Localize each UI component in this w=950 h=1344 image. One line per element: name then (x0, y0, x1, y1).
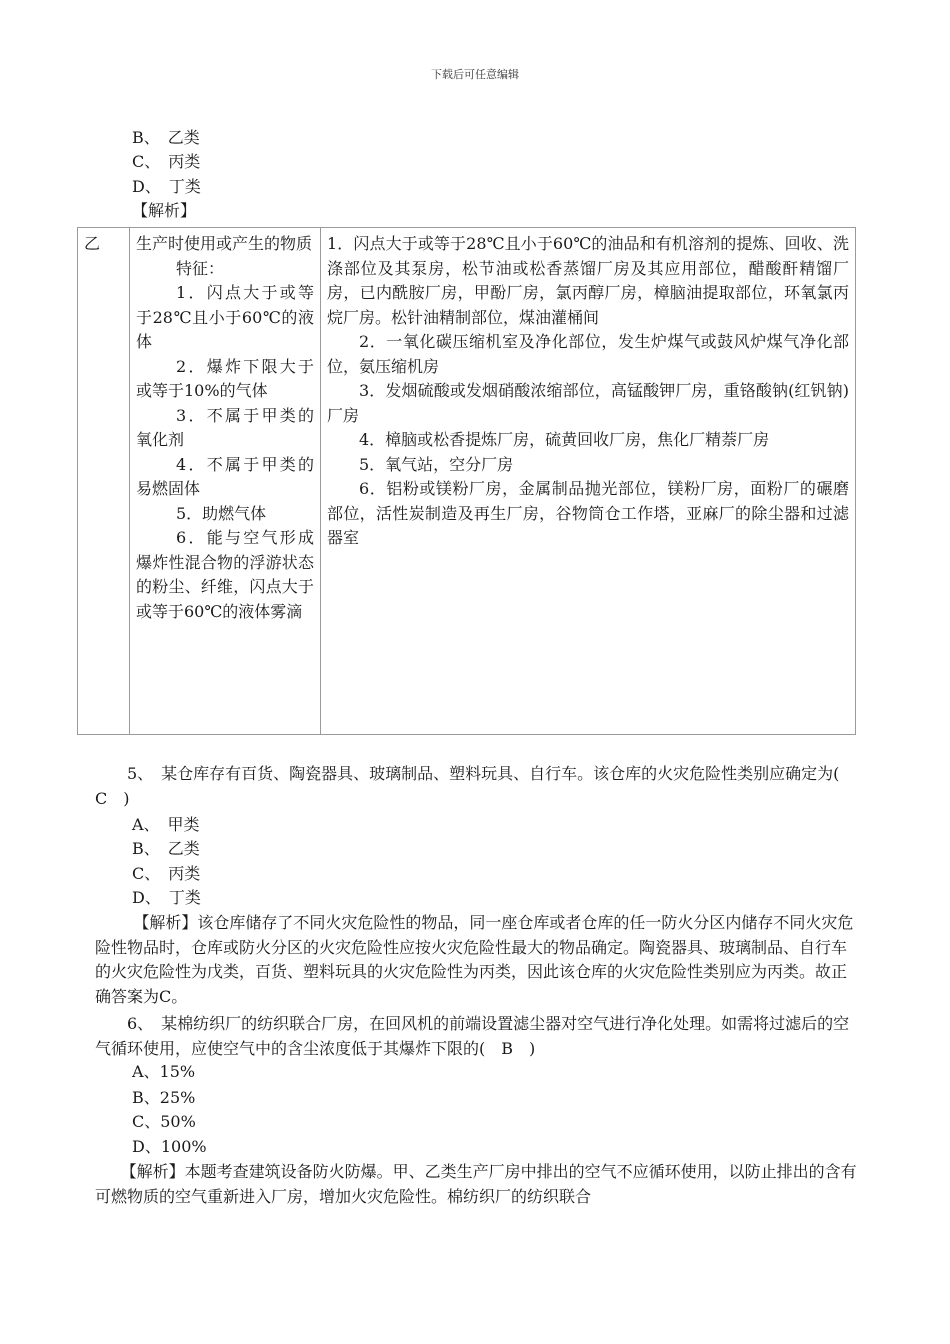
q6-analysis: 【解析】本题考查建筑设备防火防爆。甲、乙类生产厂房中排出的空气不应循环使用，以防止排出的含有可燃物质的空气重新进入厂房，增加火灾危险性。棉纺织厂的纺织联合 (95, 1162, 857, 1206)
example-item: 2．一氧化碳压缩机室及净化部位，发生炉煤气或鼓风炉煤气净化部位，氨压缩机房 (327, 332, 849, 376)
feature-item: 4．不属于甲类的易燃固体 (136, 454, 314, 498)
feature-title: 生产时使用或产生的物质 (136, 234, 313, 253)
q5-option-d: D、 丁类 (132, 888, 201, 907)
q6-option-a: A、15% (132, 1062, 196, 1081)
feature-item: 3．不属于甲类的氧化剂 (136, 405, 314, 449)
example-item: 3．发烟硫酸或发烟硝酸浓缩部位，高锰酸钾厂房，重铬酸钠(红钒钠)厂房 (327, 381, 849, 425)
category-cell: 乙 (78, 228, 130, 735)
example-item: 5．氧气站，空分厂房 (359, 454, 514, 474)
page-header: 下载后可任意编辑 (431, 68, 519, 81)
feature-item: 2．爆炸下限大于或等于10%的气体 (136, 356, 314, 400)
q5-option-c: C、 丙类 (132, 864, 201, 883)
question-5-stem: 5、 某仓库存有百货、陶瓷器具、玻璃制品、塑料玩具、自行车。该仓库的火灾危险性类别应确定为( C ) (95, 764, 856, 808)
option-c: C、 丙类 (132, 152, 201, 171)
feature-label: 特征： (176, 258, 225, 278)
example-item: 1．闪点大于或等于28℃且小于60℃的油品和有机溶剂的提炼、回收、洗涤部位及其泵房，松节油或松香蒸馏厂房及其应用部位，醋酸酐精馏厂房，已内酰胺厂房，甲酚厂房，氯丙醇厂房，樟脑油提取部位，环氧氯丙烷厂房。松针油精制部位，煤油灌桶间 (327, 234, 849, 327)
q6-option-b: B、25% (132, 1088, 196, 1107)
example-item: 4．樟脑或松香提炼厂房，硫黄回收厂房，焦化厂精萘厂房 (359, 430, 770, 449)
feature-item: 5．助燃气体 (176, 503, 267, 523)
analysis-label: 【解析】 (132, 201, 197, 220)
hazard-class-table (77, 227, 856, 735)
option-b: B、 乙类 (132, 128, 200, 147)
q5-option-a: A、 甲类 (132, 815, 200, 834)
feature-item: 6．能与空气形成爆炸性混合物的浮游状态的粉尘、纤维，闪点大于或等于60℃的液体雾滴 (136, 528, 314, 621)
table-row (78, 228, 856, 735)
example-cell (321, 228, 856, 735)
q6-option-d: D、100% (132, 1137, 207, 1156)
q5-analysis: 【解析】该仓库储存了不同火灾危险性的物品，同一座仓库或者仓库的任一防火分区内储存不同火灾危险性物品时，仓库或防火分区的火灾危险性应按火灾危险性最大的物品确定。陶瓷器具、玻璃制品、自行车的火灾危险性为戊类，百货、塑料玩具的火灾危险性为丙类，因此该仓库的火灾危险性类别应为丙类。故正确答案为C。 (95, 913, 854, 1006)
q6-option-c: C、50% (132, 1112, 196, 1131)
feature-cell (130, 228, 321, 735)
example-item: 6．铝粉或镁粉厂房，金属制品抛光部位，镁粉厂房，面粉厂的碾磨部位，活性炭制造及再生厂房，谷物筒仓工作塔，亚麻厂的除尘器和过滤器室 (327, 479, 849, 547)
option-d: D、 丁类 (132, 177, 201, 196)
q5-option-b: B、 乙类 (132, 839, 200, 858)
feature-item: 1．闪点大于或等于28℃且小于60℃的液体 (136, 283, 314, 351)
question-6-stem: 6、 某棉纺织厂的纺织联合厂房，在回风机的前端设置滤尘器对空气进行净化处理。如需将过滤后的空气循环使用，应使空气中的含尘浓度低于其爆炸下限的( B ) (95, 1014, 850, 1058)
